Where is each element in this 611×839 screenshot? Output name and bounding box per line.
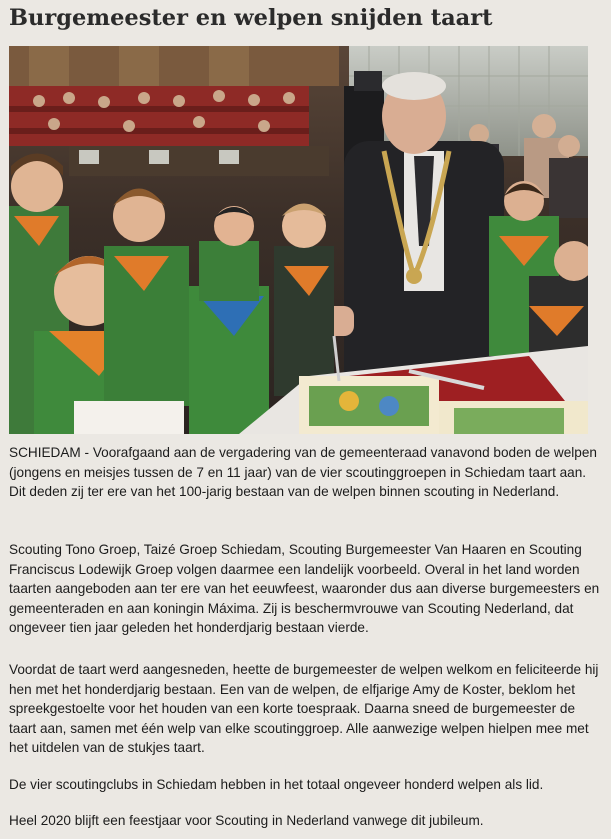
article-paragraph: SCHIEDAM - Voorafgaand aan de vergadering van de gemeenteraad vanavond boden de welpen (jongens en meisjes tussen de 7 en 11 jaar) van de vier scoutinggroepen in Schiedam taart aan. Dit deden zij ter ere van het 100-jarig bestaan van de welpen binnen scouting in Nederland. [9, 445, 597, 499]
article-paragraph: Heel 2020 blijft een feestjaar voor Scouting in Nederland vanwege dit jubileum. [9, 813, 484, 828]
article-photo [9, 46, 588, 434]
article-paragraph: Scouting Tono Groep, Taizé Groep Schiedam, Scouting Burgemeester Van Haaren en Scouting Franciscus Lodewijk Groep volgen daarmee een landelijk voorbeeld. Overal in het land worden taarten aangeboden aan ter ere van het eeuwfeest, waaronder dus aan diverse burgemeesters en gemeenteraden en aan koningin Máxima. Zij is beschermvrouwe van Scouting Nederland, dat ongeveer tien jaar geleden het honderdjarig bestaan vierde. [9, 542, 600, 635]
article-title: Burgemeester en welpen snijden taart [9, 5, 493, 31]
article-paragraph: Voordat de taart werd aangesneden, heette de burgemeester de welpen welkom en feliciteerde hij hen met het honderdjarig bestaan. Een van de welpen, de elfjarige Amy de Koster, beklom het spreekgestoelte voor het houden van een korte toespraak. Daarna sneed de burgemeester de taart aan, samen met één welp van elke scoutinggroep. Alle aanwezige welpen hielpen mee met het uitdelen van de stukjes taart. [9, 662, 599, 755]
article-paragraph: De vier scoutingclubs in Schiedam hebben in het totaal ongeveer honderd welpen als lid. [9, 777, 544, 792]
